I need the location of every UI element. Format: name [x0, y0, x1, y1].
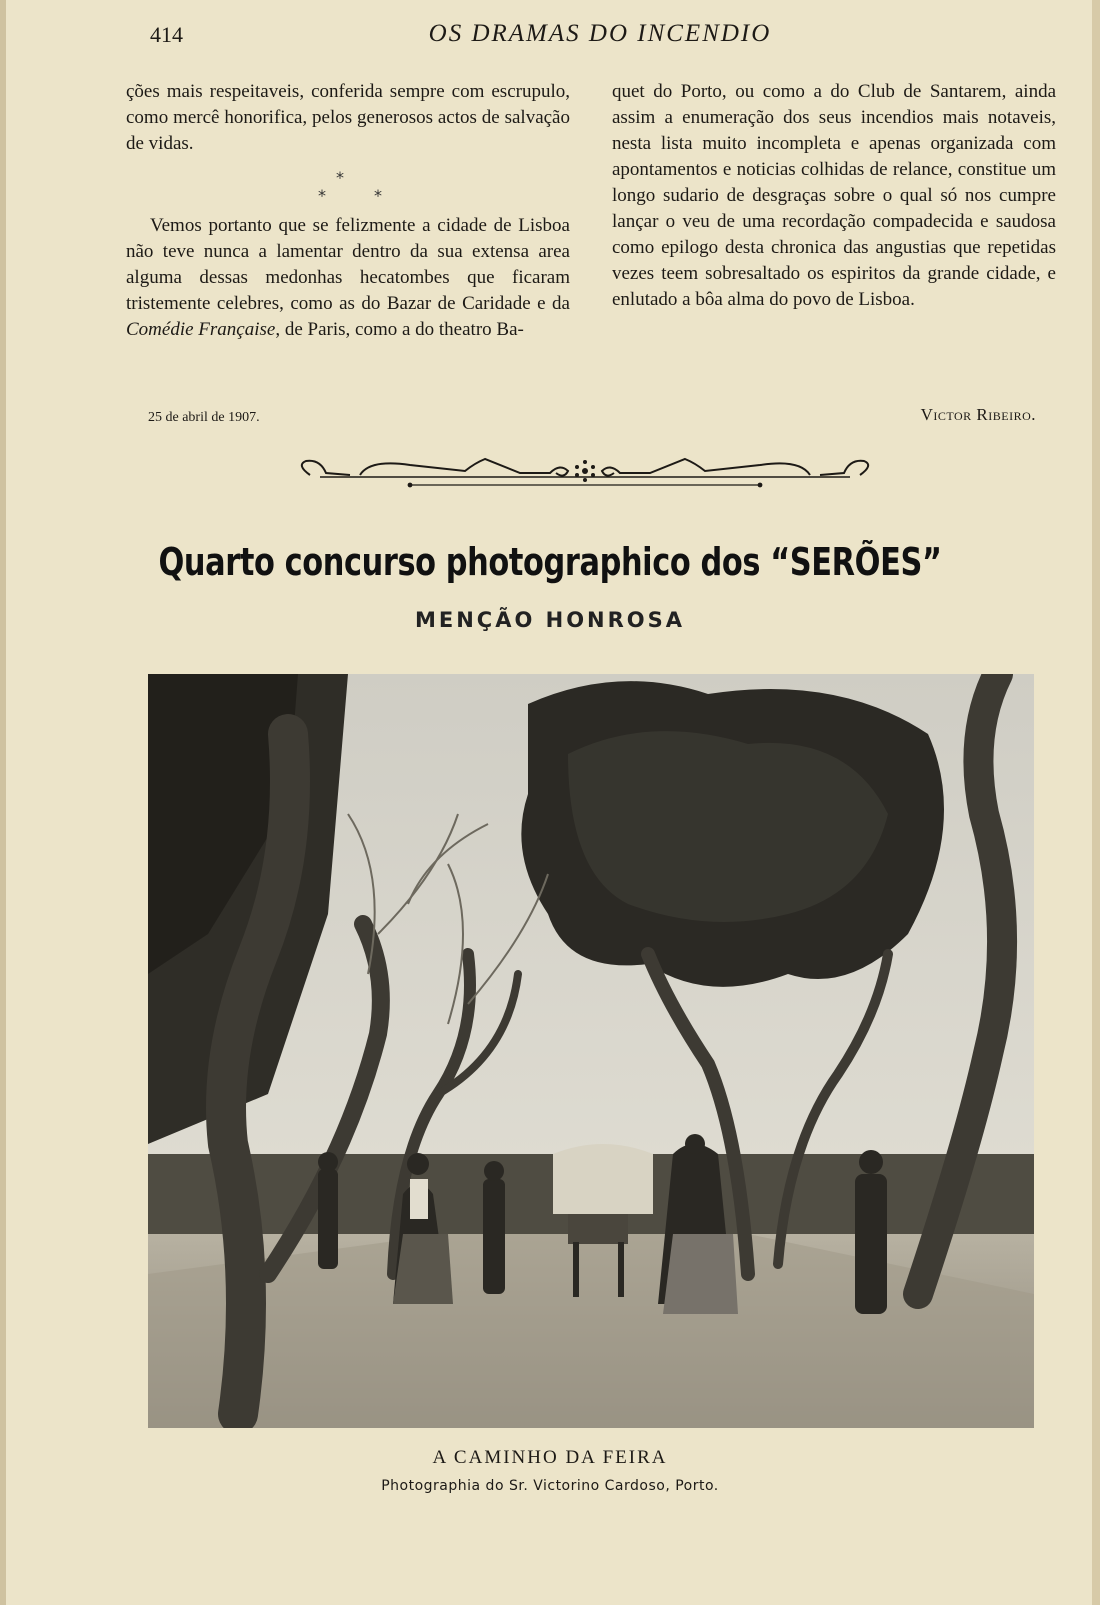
running-title: OS DRAMAS DO INCENDIO — [428, 20, 772, 47]
left-column — [126, 79, 570, 343]
right-paragraph: quet do Porto, ou como a do Club de Santarem, ainda assim a enumeração dos seus incendios mais notaveis, nesta lista muito incompleta e apenas organizada com apontamentos e noticias colhidas de relance, constitue um longo sudario de desgraças sobre o qual só nos cumpre lançar o veu de uma recordação compadecida e saudosa como epilogo desta chronica das angustias que repetidas vezes teem sobresaltado os espiritos da grande cidade, e enlutado a bôa alma do povo de Lisboa. — [612, 81, 1056, 310]
author-signature: Victor Ribeiro. — [920, 405, 1036, 424]
page-edge-right — [1092, 0, 1100, 1605]
left-paragraph-1: ções mais respeitaveis, conferida sempre com escrupulo, como mercê honorifica, pelos generosos actos de salvação de vidas. — [126, 81, 570, 154]
italic-title: Comédie Française — [126, 319, 276, 340]
asterism-star: * — [374, 186, 382, 205]
left-paragraph-2 — [126, 213, 570, 343]
page-header — [150, 18, 1050, 50]
right-column — [612, 79, 1056, 313]
photo-credit: Photographia do Sr. Victorino Cardoso, Porto. — [381, 1478, 719, 1494]
date-line: 25 de abril de 1907. — [148, 410, 260, 425]
left-paragraph-2-end: , de Paris, como a do theatro Ba- — [275, 319, 524, 340]
contest-subtitle: MENÇÃO HONROSA — [414, 608, 686, 632]
asterism — [126, 157, 570, 213]
photo-caption: A CAMINHO DA FEIRA — [432, 1447, 668, 1468]
asterism-star: * — [318, 186, 326, 205]
page-number: 414 — [150, 22, 183, 47]
left-paragraph-2-text: Vemos portanto que se felizmente a cidade de Lisboa não teve nunca a lamentar dentro da sua extensa area alguma dessas medonhas hecatombes que ficaram tristemente celebres, como as do Bazar de Caridade e da — [126, 215, 570, 314]
asterism-star: * — [336, 168, 344, 187]
photograph — [148, 674, 1034, 1428]
page-edge-left — [0, 0, 6, 1605]
photograph-illustration — [148, 674, 1034, 1428]
ornamental-divider — [290, 455, 880, 503]
contest-title: Quarto concurso photographico dos “SERÕES” — [158, 540, 942, 584]
